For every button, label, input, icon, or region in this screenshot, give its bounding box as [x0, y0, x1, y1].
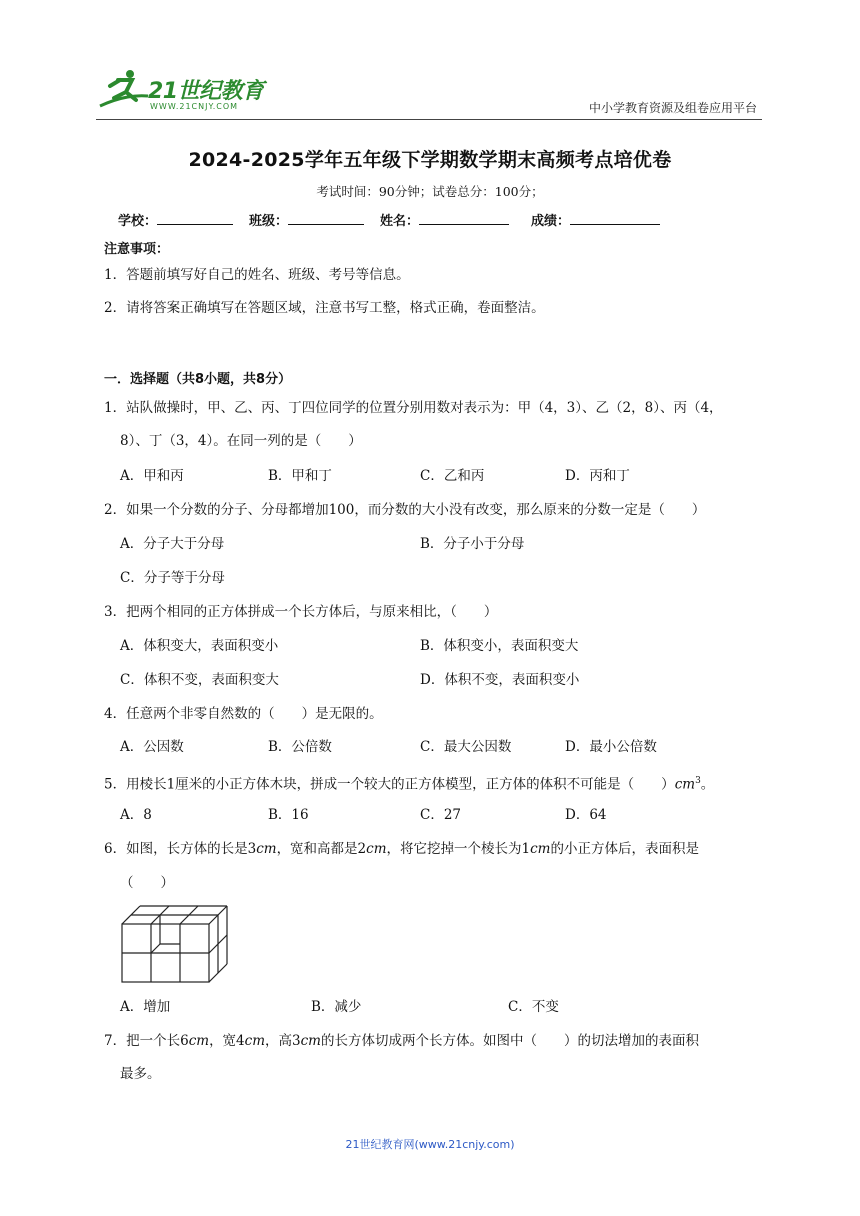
note-item: 1．答题前填写好自己的姓名、班级、考号等信息。 — [104, 267, 410, 283]
footer-link[interactable]: 21世纪教育网(www.21cnjy.com) — [345, 1138, 515, 1151]
q3-option-d[interactable]: D．体积不变，表面积变小 — [420, 672, 580, 688]
brand-name: 21世纪教育 — [148, 79, 264, 104]
note-item: 2．请将答案正确填写在答题区域，注意书写工整，格式正确，卷面整洁。 — [104, 300, 545, 316]
cuboid-figure — [118, 902, 230, 986]
question-5-text: 5．用棱长1厘米的小正方体木块，拼成一个较大的正方体模型，正方体的体积不可能是（ ）$cm^3$。 — [104, 776, 715, 793]
q4-option-c[interactable]: C．最大公因数 — [420, 739, 512, 755]
q2-option-c[interactable]: C．分子等于分母 — [120, 570, 225, 586]
q5-option-d[interactable]: D．64 — [565, 807, 607, 823]
exam-info: 考试时间：90分钟；试卷总分：100分； — [316, 184, 544, 199]
question-7-text-cont: 最多。 — [120, 1066, 161, 1082]
question-2-text: 2．如果一个分数的分子、分母都增加100，而分数的大小没有改变，那么原来的分数一定是（ ） — [104, 502, 706, 518]
question-3-text: 3．把两个相同的正方体拼成一个长方体后，与原来相比，（ ） — [104, 604, 498, 620]
question-6-text-cont: （ ） — [120, 875, 174, 891]
name-blank[interactable] — [419, 210, 509, 225]
q2-option-b[interactable]: B．分子小于分母 — [420, 536, 525, 552]
q1-option-d[interactable]: D．丙和丁 — [565, 468, 630, 484]
q3-option-a[interactable]: A．体积变大，表面积变小 — [120, 638, 279, 654]
q4-option-b[interactable]: B．公倍数 — [268, 739, 332, 755]
class-label: 班级： — [249, 214, 289, 229]
score-blank[interactable] — [570, 210, 660, 225]
class-blank[interactable] — [288, 210, 364, 225]
score-label: 成绩： — [531, 214, 571, 229]
question-4-text: 4．任意两个非零自然数的（ ）是无限的。 — [104, 706, 383, 722]
q6-option-a[interactable]: A．增加 — [120, 999, 171, 1015]
question-7-text: 7．把一个长6cm，宽4cm，高3cm的长方体切成两个长方体。如图中（ ）的切法增加的表面积 — [104, 1033, 699, 1049]
q6-option-b[interactable]: B．减少 — [311, 999, 362, 1015]
exam-title: 2024-2025学年五年级下学期数学期末高频考点培优卷 — [188, 149, 672, 171]
q2-option-a[interactable]: A．分子大于分母 — [120, 536, 225, 552]
section-heading: 一．选择题（共8小题，共8分） — [104, 372, 292, 387]
name-label: 姓名： — [380, 214, 420, 229]
notes-heading: 注意事项： — [104, 242, 170, 257]
school-label: 学校： — [118, 214, 158, 229]
q4-option-d[interactable]: D．最小公倍数 — [565, 739, 657, 755]
platform-label: 中小学教育资源及组卷应用平台 — [588, 101, 757, 115]
q4-option-a[interactable]: A．公因数 — [120, 739, 184, 755]
q1-option-a[interactable]: A．甲和丙 — [120, 468, 184, 484]
q1-option-b[interactable]: B．甲和丁 — [268, 468, 332, 484]
q6-option-c[interactable]: C．不变 — [508, 999, 559, 1015]
q3-option-c[interactable]: C．体积不变，表面积变大 — [120, 672, 279, 688]
q5-option-b[interactable]: B．16 — [268, 807, 309, 823]
question-1-text-cont: 8）、丁（3，4）。在同一列的是（ ） — [120, 433, 362, 449]
question-6-text: 6．如图，长方体的长是3cm，宽和高都是2cm，将它挖掉一个棱长为1cm的小正方体后，表面积是 — [104, 841, 699, 857]
q5-option-a[interactable]: A．8 — [120, 807, 152, 823]
q3-option-b[interactable]: B．体积变小，表面积变大 — [420, 638, 579, 654]
school-blank[interactable] — [157, 210, 233, 225]
header-divider — [96, 119, 762, 120]
q5-option-c[interactable]: C．27 — [420, 807, 462, 823]
q1-option-c[interactable]: C．乙和丙 — [420, 468, 485, 484]
question-1-text: 1．站队做操时，甲、乙、丙、丁四位同学的位置分别用数对表示为：甲（4，3）、乙（2，8）、丙（4， — [104, 400, 723, 416]
student-info-row — [118, 210, 676, 229]
brand-url: WWW.21CNJY.COM — [150, 102, 239, 111]
